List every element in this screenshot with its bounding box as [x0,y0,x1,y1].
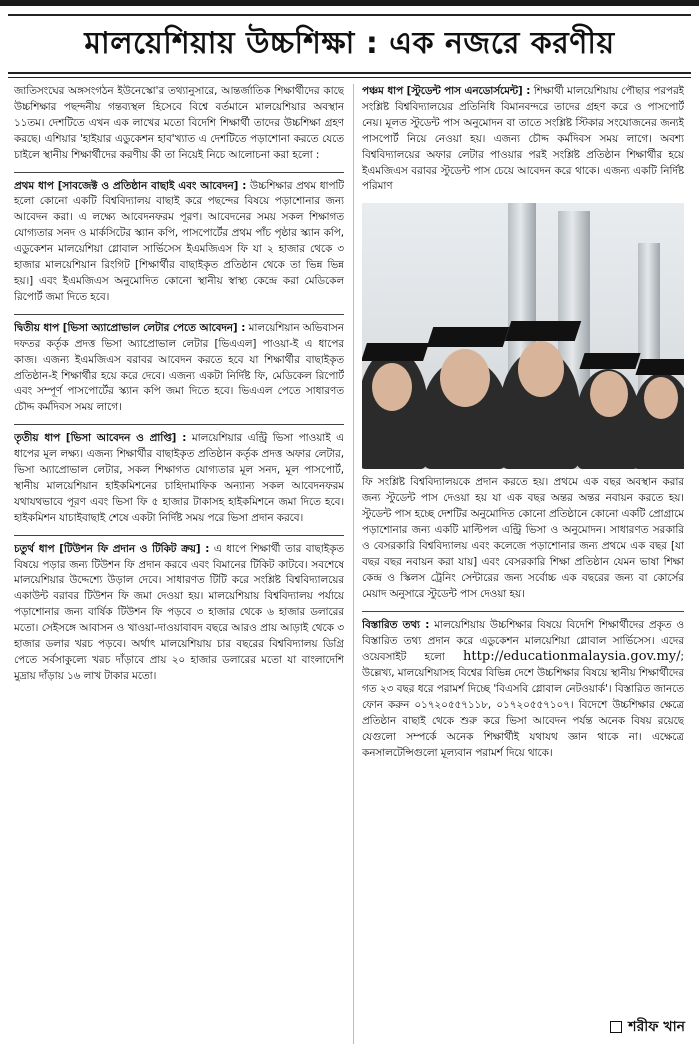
step3-paragraph [14,431,344,526]
graduate-face [440,349,490,407]
section-divider [362,611,684,612]
graduation-cap-icon [427,327,509,347]
details-text-b: ; উল্লেখ্য, মালয়েশিয়াসহ বিশ্বের বিভিন্ন দেশে উচ্চশিক্ষার বিষয়ে স্থানীয় শিক্ষার্থীদের গত ২৩ বছর ধরে পরামর্শ দিচ্ছে 'বিএসবি গ্লোবাল নেটওয়ার্ক'। বিস্তারিত জানতে ফোন করুন ০১৭২০৫৫৭১১৮, ০১৭২০৫৫৭১০৭। বিদেশে উচ্চশিক্ষার ক্ষেত্রে প্রতিষ্ঠান বাছাই থেকে শুরু করে ভিসা আবেদন পর্যন্ত অনেক বিষয় রয়েছে যেগুলো সম্পর্কে অনেক শিক্ষার্থীই যথাযথ জ্ঞান থাকে না। এক্ষেত্রে কনসালটেন্সিগুলো মূল্যবান পরামর্শ দিয়ে থাকে। [362,651,684,759]
section-divider [14,172,344,173]
section-divider [14,424,344,425]
checkbox-square-icon [610,1021,622,1033]
graduates-photo [362,203,684,469]
headline: মালয়েশিয়ায় উচ্চশিক্ষা : এক নজরে করণীয় [8,14,691,74]
step5-paragraph-continued [362,475,684,602]
step2-text: মালয়েশিয়ান অভিবাসন দফতর কর্তৃক প্রদত্ত ভিসা অ্যাপ্রোভাল লেটার [ভিএএল] পাওয়া-ই এ ধাপের কাজ। এজন্য ইএমজিএস বরাবর আবেদন করতে হবে যা শিক্ষার্থীর বাছাইকৃত প্রতিষ্ঠান-ই শিক্ষার্থীর হয়ে করে দেবে। এজন্য একটা নির্দিষ্ট ফি, মেডিকেল রিপোর্ট এবং সম্পূর্ণ পাসপোর্টের স্ক্যান কপি জমা দিতে হবে। ভিএএল পেতে সাধারণত চৌদ্দ কর্মদিবস সময় লাগে। [14,321,344,414]
graduate-face [518,341,564,397]
details-paragraph [362,618,684,762]
step5-heading: পঞ্চম ধাপ [স্টুডেন্ট পাস এনডোর্সমেন্ট] : [362,85,531,97]
author-name: শরীফ খান [628,1019,685,1035]
step3-text: মালয়েশিয়ার এন্ট্রি ভিসা পাওয়াই এ ধাপের মূল লক্ষ্য। এজন্য শিক্ষার্থীর বাছাইকৃত প্রতিষ্ঠান কর্তৃক প্রদত্ত অফার লেটার, ভিসা অ্যাপ্রোভাল লেটার, সকল শিক্ষাগত যোগ্যতার মূল সনদ, মূল পাসপোর্ট, স্থানীয় মালয়েশিয়ান হাইকমিশনের চাহিদামাফিক অন্যান্য সকল আবেদনফরম যথাযথভাবে পূরণ এবং ভিসা ফি ৫ হাজার টাকাসহ হাইকমিশনে জমা দিতে হবে। হাইকমিশন যাচাইবাছাই শেষে একটা নির্দিষ্ট সময় পরে ভিসা প্রদান করবে। [14,432,344,524]
details-text-a: মালয়েশিয়ায় উচ্চশিক্ষার বিষয়ে বিদেশি শিক্ষার্থীদের প্রকৃত ও বিস্তারিত তথ্য প্রদান করে এডুকেশন মালয়েশিয়া গ্লোবাল সার্ভিসেস। এদের ওয়েবসাইট হলো [362,618,684,664]
intro-text: জাতিসংঘের অঙ্গসংগঠন ইউনেস্কো'র তথ্যানুসারে, আন্তর্জাতিক শিক্ষার্থীদের কাছে উচ্চশিক্ষার পছন্দনীয় গন্তব্যস্থল হিসেবে বিশ্বে বর্তমানে মালয়েশিয়ার অবস্থান ১১তম। দেশটিতে এখন এক লাখের মতো বিদেশি শিক্ষার্থী তাদের উচ্চশিক্ষা গ্রহণ করছে। এশিয়ার 'হাইয়ার এডুকেশন হাব'খ্যাত এ দেশটিতে পড়াশোনা করতে যেতে চাইলে স্থানীয় শিক্ষার্থীদের করণীয় কী তা নিয়েই নিচে আলোচনা করা হলো : [14,85,344,161]
website-link[interactable]: http://educationmalaysia.gov.my/ [463,649,681,665]
headline-rule [8,77,691,78]
step3-heading: তৃতীয় ধাপ [ভিসা আবেদন ও প্রাপ্তি] : [14,432,187,445]
step1-paragraph [14,179,344,306]
left-column [14,84,344,1044]
details-heading: বিস্তারিত তথ্য : [362,618,430,631]
top-rule [0,0,699,6]
step5-text-b: ফি সংশ্লিষ্ট বিশ্ববিদ্যালয়কে প্রদান করতে হয়। প্রথমে এক বছর অবস্থান করার জন্য স্টুডেন্ট পাস দেওয়া হয় যা এক বছর অন্তর অন্তর নবায়ন করতে হয়। স্টুডেন্ট পাস হচ্ছে দেশটির অনুমোদিত কোনো প্রতিষ্ঠানে কোনো একটি প্রোগ্রামে পড়াশোনার জন্য একটি মাল্টিপল এন্ট্রি ভিসা ও অনুমোদন। সাধারণত সরকারি ও বেসরকারি বিশ্ববিদ্যালয় এবং কলেজে পড়াশোনার জন্য প্রথমে এক বছর [যা বছর বছর নবায়ন করা যায়] এবং বেসরকারি শিক্ষা প্রতিষ্ঠান যেমন ভাষা শিক্ষা কেন্দ্র ও স্কিলস ট্রেনিং সেন্টারের জন্য সর্বোচ্চ এক বছরের জন্য বা কোর্সের মেয়াদ অনুসারে স্টুডেন্ট পাস দেওয়া হয়। [362,476,684,600]
step2-paragraph [14,321,344,416]
right-column [362,84,684,1044]
graduation-cap-icon [579,353,640,369]
step2-heading: দ্বিতীয় ধাপ [ভিসা অ্যাপ্রোভাল লেটার পেতে আবেদন] : [14,321,246,334]
step1-text: উচ্চশিক্ষার প্রথম ধাপটি হলো কোনো একটি বিশ্ববিদ্যালয় বাছাই করে পছন্দের বিষয়ে পড়াশোনার জন্য আবেদন করা। এ লক্ষ্যে আবেদনফরম পূরণ। আবেদনের সময় সকল শিক্ষাগত যোগ্যতার সনদ ও মার্কসিটের স্ক্যান কপি, পাসপোর্টের প্রথম পাঁচ পৃষ্ঠার স্ক্যান কপি, এডুকেশন মালয়েশিয়া গ্লোবাল সার্ভিসেস ইএমজিএস ফি যা ২ হাজার থেকে ৩ হাজার মালয়েশিয়ান রিংগিট [শিক্ষার্থীর বাছাইকৃত প্রতিষ্ঠান থেকে তা ভিন্ন ভিন্ন হয়।] এবং ইএমজিএস অনুমোদিত কোনো স্থানীয় স্বাস্থ্য কেন্দ্রে করা মেডিকেল রিপোর্ট জমা দিতে হবে। [14,179,344,303]
intro-paragraph [14,84,344,164]
step5-text-a: শিক্ষার্থী মালয়েশিয়ায় পৌছার পরপরই সংশ্লিষ্ট বিশ্ববিদ্যালয়ের প্রতিনিধি বিমানবন্দরে তাদের গ্রহণ করে ও পাসপোর্ট নেয়। মূলত স্টুডেন্ট পাস অনুমোদন বা তাতে সংশ্লিষ্ট স্টিকার সংযোজনের জন্যই পাসপোর্ট নিয়ে নেওয়া হয়। এজন্য চৌদ্দ কর্মদিবস সময় লাগে। অবশ্য বিশ্ববিদ্যালয়ের অফার লেটার পাওয়ার পরই সংশ্লিষ্ট প্রতিষ্ঠান শিক্ষার্থীর হয়ে ইএমজিএস বরাবর স্টুডেন্ট পাস চেয়ে আবেদন করে থাকে। এজন্য একটি নির্দিষ্ট পরিমাণ [362,85,684,193]
step1-heading: প্রথম ধাপ [সাবজেক্ট ও প্রতিষ্ঠান বাছাই এবং আবেদন] : [14,179,247,192]
step4-text: এ ধাপে শিক্ষার্থী তার বাছাইকৃত বিষয়ে পড়ার জন্য টিউশন ফি প্রদান করবে এবং বিমানের টিকিট কাটবে। সবশেষে মালয়েশিয়ার উদ্দেশ্যে উড়াল দেবে। সাধারণত টিটি করে সংশ্লিষ্ট বিশ্ববিদ্যালয়ের একাউন্ট বরাবর টিউশন ফি জমা দেওয়া হয়। মালয়েশিয়ায় বিশ্ববিদ্যালয় পর্যায়ে পড়াশোনার জন্য বার্ষিক টিউশন ফি পড়বে ৩ হাজার থেকে ৬ হাজার ডলারের মতো। সেইসঙ্গে আবাসন ও খাওয়া-দাওয়াবাবদ বছরে আরও প্রায় আড়াই থেকে ৩ হাজার ডলার খরচ পড়বে। অর্থাৎ মালয়েশিয়ায় চার বছরের বিশ্ববিদ্যালয় ডিগ্রি পেতে সর্বসাকুল্যে খরচ দাঁড়াবে প্রায় ২০ হাজার ডলারের মতো যা বাংলাদেশি মুদ্রায় দাঁড়ায় ১৬ লাখ টাকার মতো। [14,542,344,682]
step4-paragraph [14,542,344,685]
graduation-cap-icon [635,359,684,375]
step4-heading: চতুর্থ ধাপ [টিউশন ফি প্রদান ও টিকিট ক্রয়] : [14,542,210,555]
graduation-cap-icon [362,343,429,361]
column-divider [353,84,354,1044]
graduation-cap-icon [505,321,581,341]
step5-paragraph [362,84,684,195]
section-divider [14,314,344,315]
byline [610,1015,685,1039]
section-divider [14,535,344,536]
